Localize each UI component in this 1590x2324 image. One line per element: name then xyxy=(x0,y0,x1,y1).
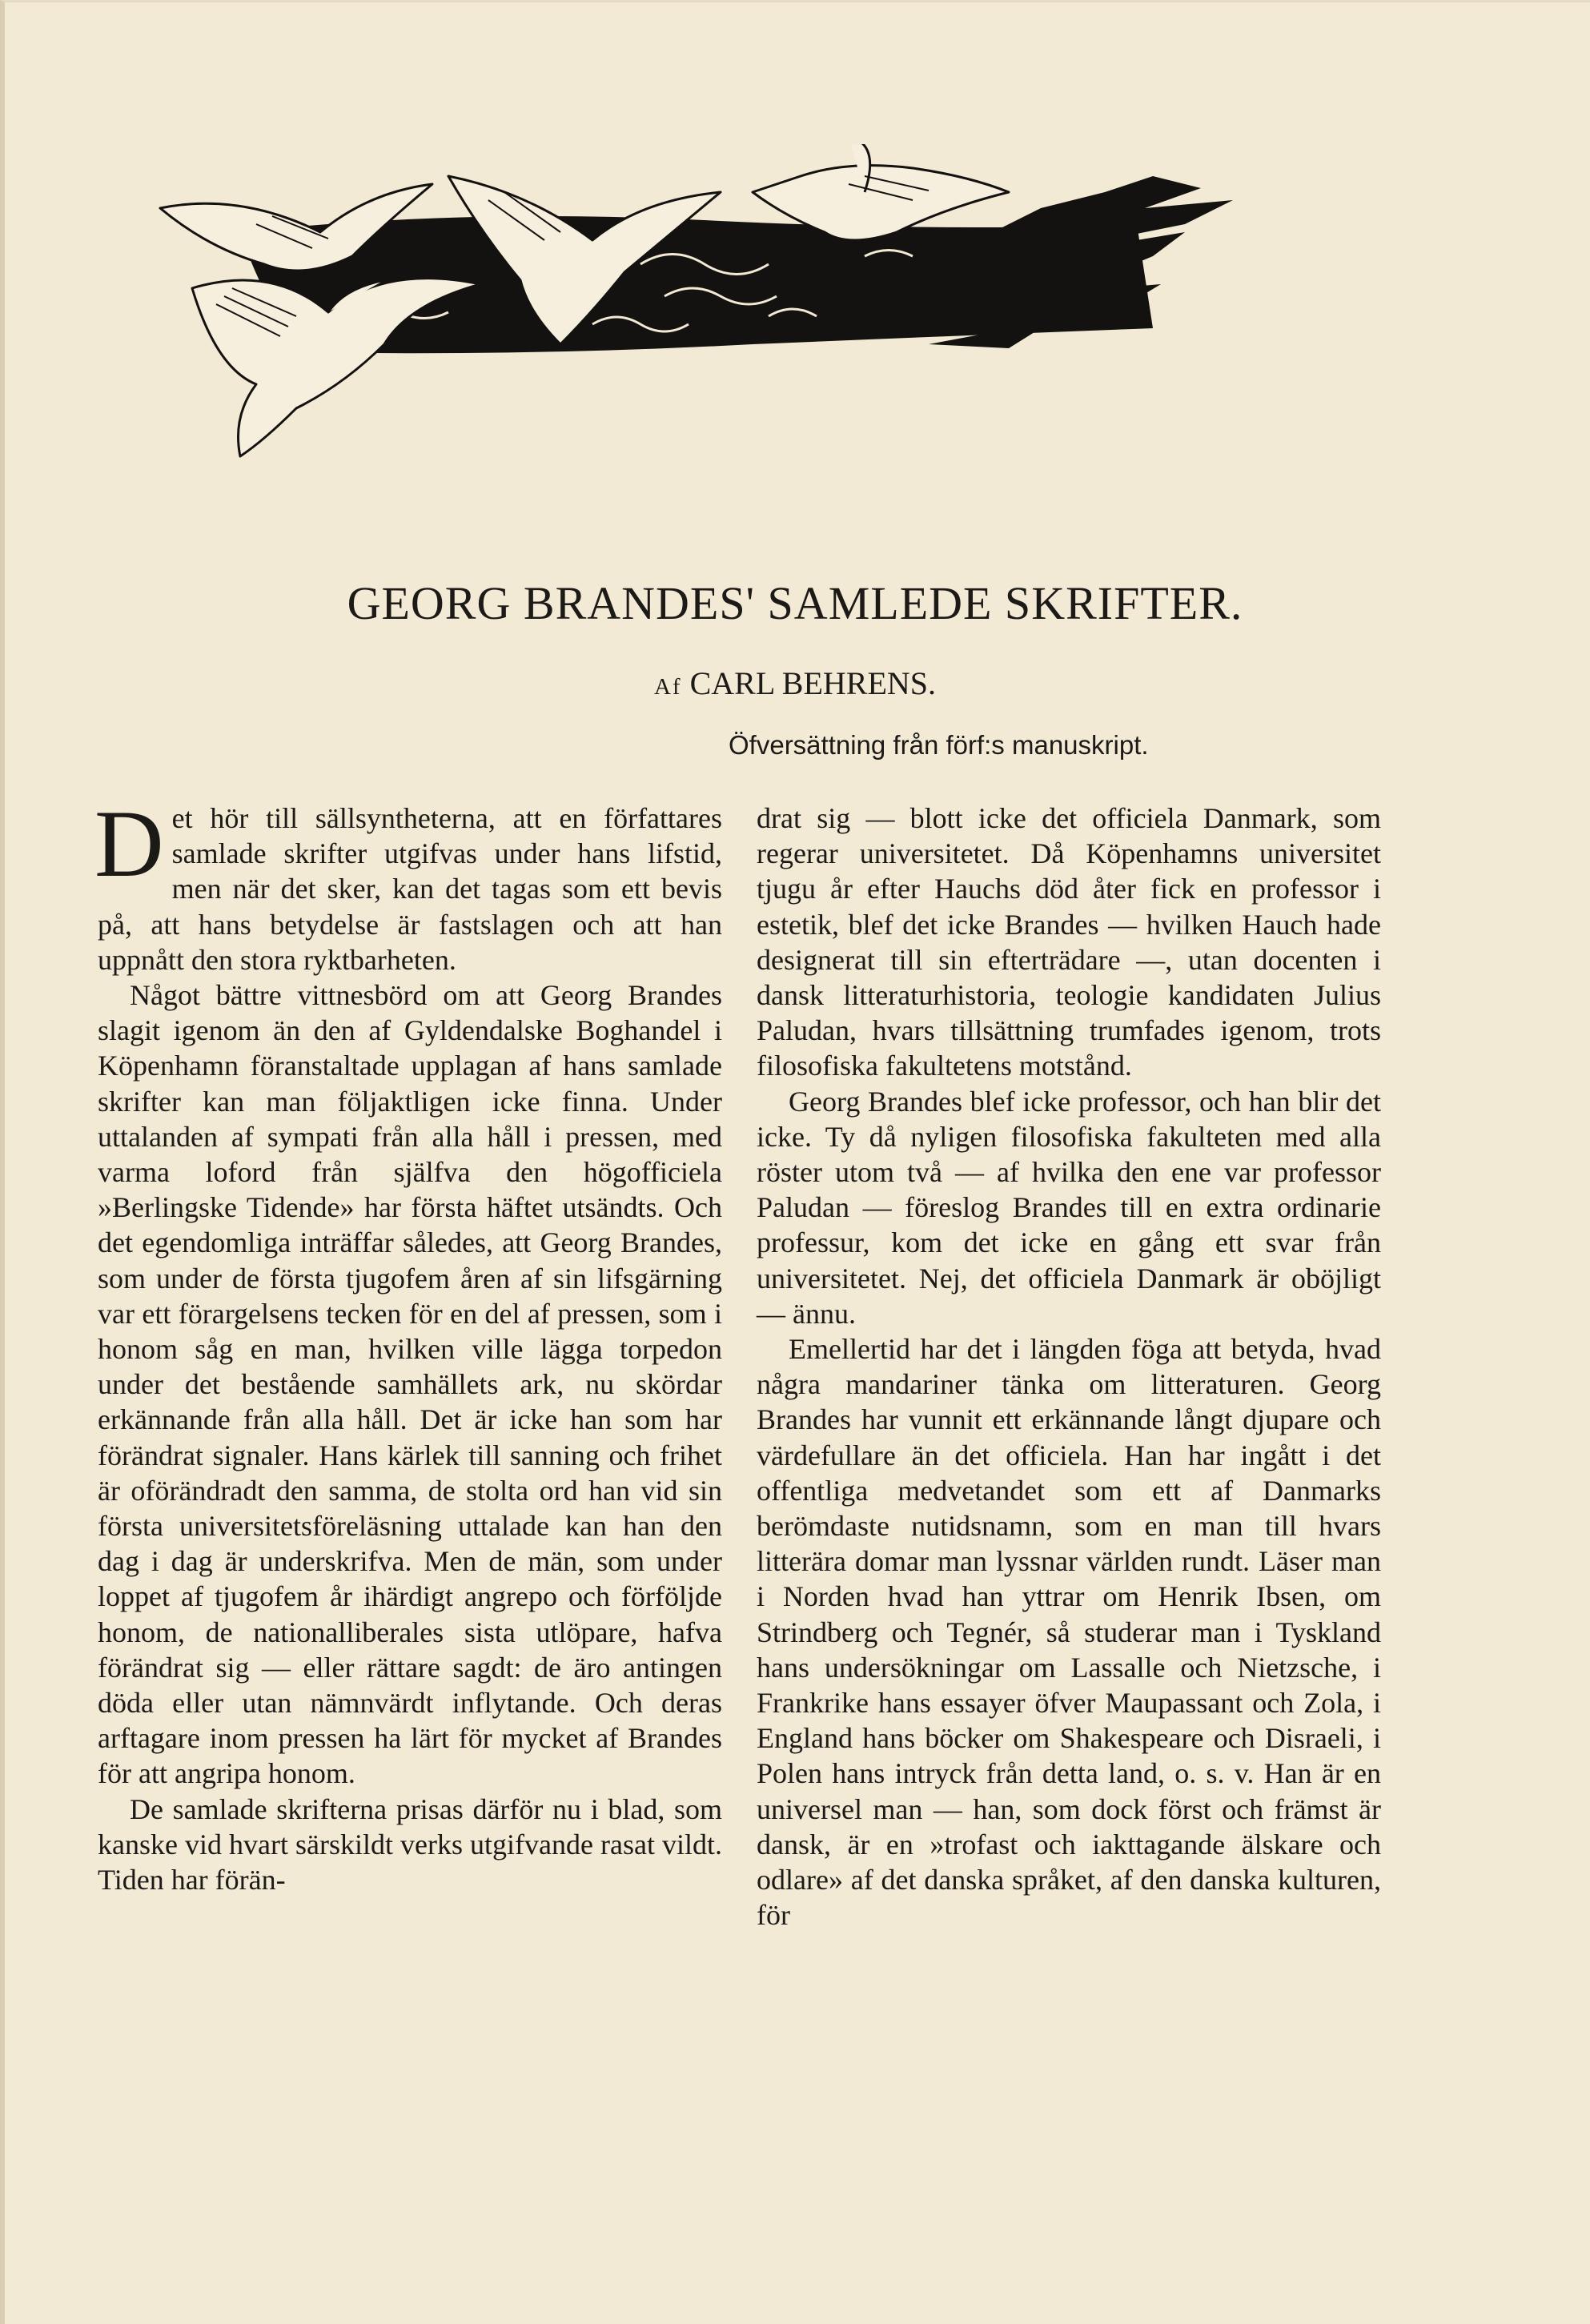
paragraph: drat sig — blott icke det officiela Danmark, som regerar universitetet. Då Köpenhamns universitet tjugu år efter Hauchs död åter fick en professor i estetik, blef det icke Brandes — hvilken Hauch hade designerat till sin efterträdare —, utan docenten i dansk litteraturhistoria, teologie kandidaten Julius Paludan, hvars tillsättning trumfades igenom, trots filosofiska fakultetens motstånd. xyxy=(757,802,1381,1082)
drop-cap: D xyxy=(94,790,164,897)
paragraph: Något bättre vittnesbörd om att Georg Brandes slagit igenom än den af Gyldendalske Boghandel i Köpenhamn föranstaltade upplagan af hans samlade skrifter kan man följaktligen icke finna. Under uttalanden af sympati från alla håll i pressen, med varma loford från själfva den högofficiela »Berlingske Tidende» har första häftet utsändts. Och det egendomliga inträffar således, att Georg Brandes, som under de första tjugofem åren af sin lifsgärning var ett förargelsens tecken för en del af pressen, som i honom såg en man, hvilken ville lägga torpedon under det bestående samhällets ark, nu skördar erkännande från alla håll. Det är icke han som har förändrat signaler. Hans kärlek till sanning och frihet är oförändradt den samma, de stolta ord han vid sin första universitetsföreläsning uttalade kan han den dag i dag är underskrifva. Men de män, som under loppet af tjugofem år ihärdigt angrepo och förföljde honom, de nationalliberales sista utlöpare, hafva förändrat sig — eller rättare sagdt: de äro antingen döda eller utan nämnvärdt inflytande. Och deras arftagare inom pressen ha lärt för mycket af Brandes för att angripa honom. xyxy=(98,979,722,1790)
right-column xyxy=(757,801,1381,1933)
translation-note: Öfversättning från förf:s manuskript. xyxy=(729,730,1149,760)
paragraph-text: et hör till sällsyntheterna, att en författares samlade skrifter utgifvas under hans lifstid, men när det sker, kan det tagas som ett bevis på, att hans betydelse är fastslagen och att han uppnått den stora ryktbarheten. xyxy=(98,802,722,976)
flying-swans-vignette-icon xyxy=(144,144,1361,464)
paragraph: Emellertid har det i längden föga att betyda, hvad några mandariner tänka om litteraturen. Georg Brandes har vunnit ett erkännande långt djupare och värdefullare än det officiela. Han har ingått i det offentliga medvetandet som ett af Danmarks berömdaste nutidsnamn, som en man till hvars litterära domar man lyssnar världen rundt. Läser man i Norden hvad han yttrar om Henrik Ibsen, om Strindberg och Tegnér, så studerar man i Tyskland hans undersökningar om Lassalle och Nietzsche, i Frankrike hans essayer öfver Maupassant och Zola, i England hans böcker om Shakespeare och Disraeli, i Polen hans intryck från detta land, o. s. v. Han är en universel man — han, som dock först och främst är dansk, är en »trofast och iakttagande älskare och odlare» af det danska språket, af den danska kulturen, för xyxy=(757,1333,1381,1932)
paragraph: De samlade skrifterna prisas därför nu i blad, som kanske vid hvart särskildt verks utgifvande rasat vildt. Tiden har förän- xyxy=(98,1792,722,1897)
byline xyxy=(0,664,1590,702)
article-title: GEORG BRANDES' SAMLEDE SKRIFTER. xyxy=(347,577,1243,629)
author-name: CARL BEHRENS. xyxy=(689,665,937,701)
paragraph: Georg Brandes blef icke professor, och han blir det icke. Ty då nyligen filosofiska fakulteten med alla röster utom två — af hvilka den ene var professor Paludan — föreslog Brandes till en extra ordinarie professur, kom det icke en gång ett svar från universitetet. Nej, det officiela Danmark är oböjligt — ännu. xyxy=(757,1085,1381,1330)
paragraph xyxy=(94,790,722,977)
left-column xyxy=(94,790,722,1897)
byline-prefix: Af xyxy=(653,674,682,700)
